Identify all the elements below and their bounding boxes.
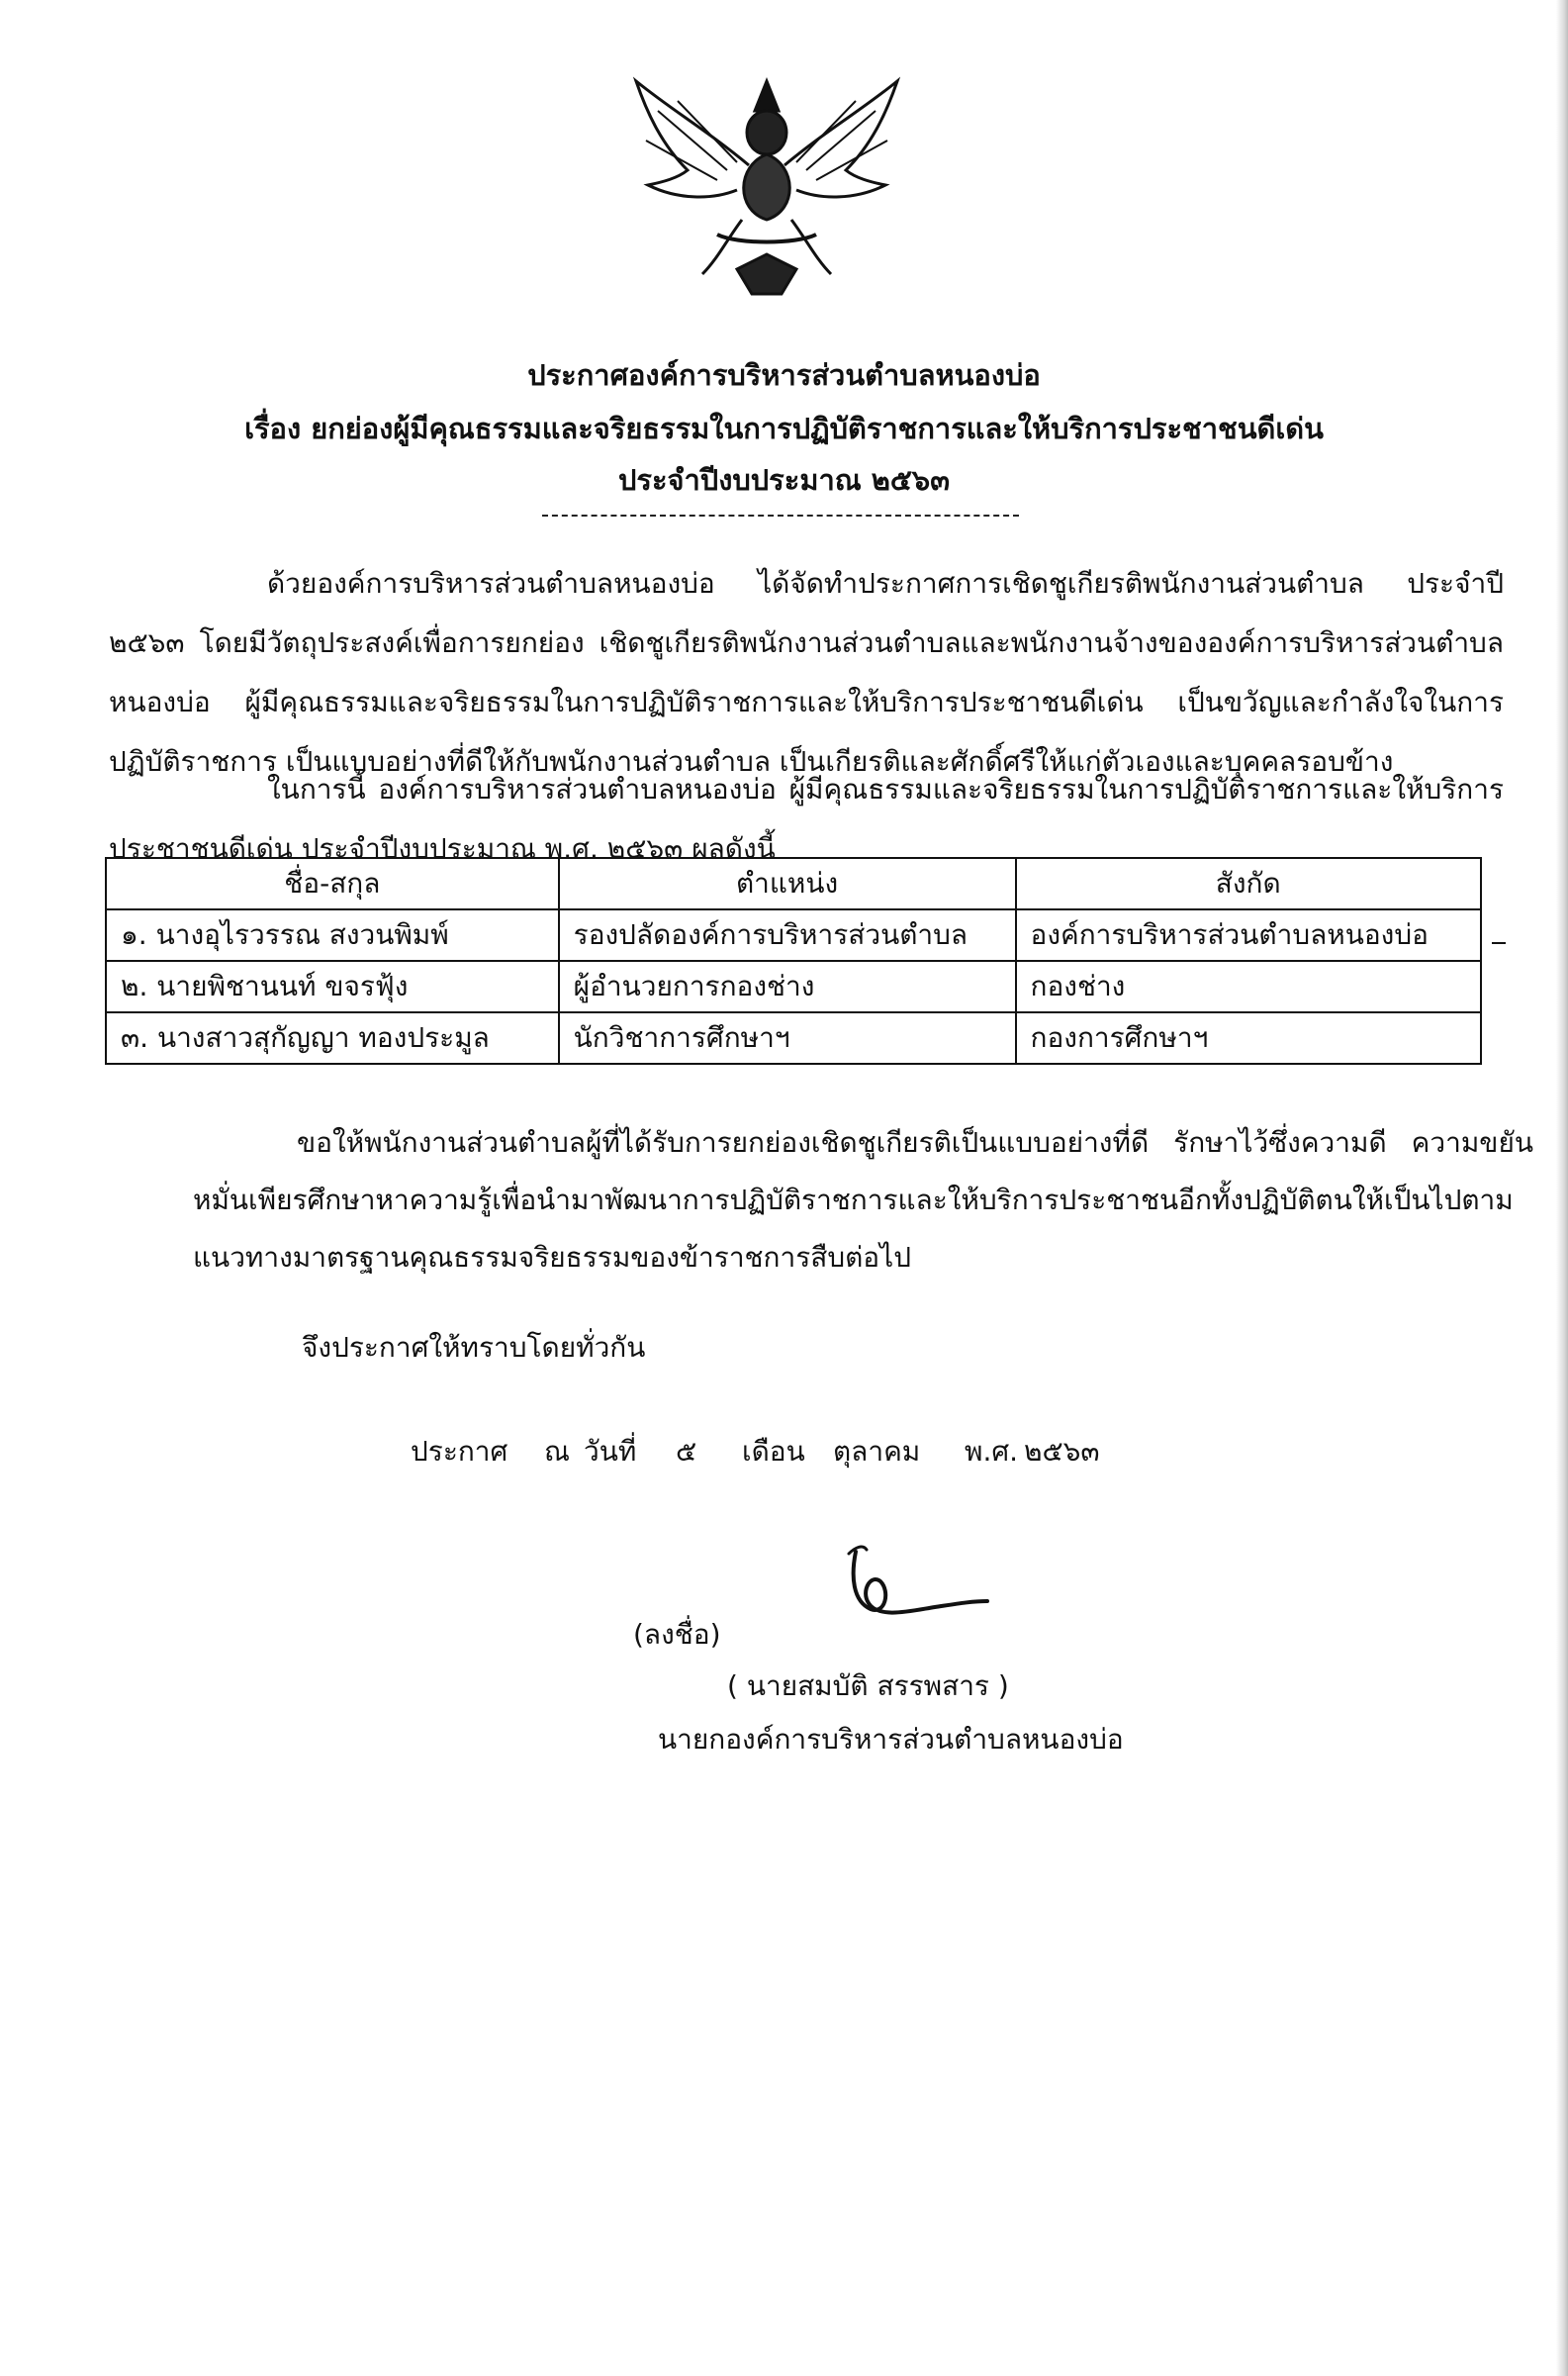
date-month-label: เดือน bbox=[742, 1435, 805, 1468]
cell-name: ๒. นายพิชานนท์ ขจรฟุ้ง bbox=[106, 961, 559, 1012]
cell-position: รองปลัดองค์การบริหารส่วนตำบล bbox=[559, 909, 1016, 961]
fiscal-year-line: ประจำปีงบประมาณ ๒๕๖๓ bbox=[617, 463, 951, 497]
scan-edge-shadow bbox=[1556, 0, 1568, 2376]
header-position: ตำแหน่ง bbox=[559, 858, 1016, 909]
cell-name: ๑. นางอุไรวรรณ สงวนพิมพ์ bbox=[106, 909, 559, 961]
table-row bbox=[106, 909, 1481, 961]
closing-paragraph: ขอให้พนักงานส่วนตำบลผู้ที่ได้รับการยกย่องเชิดชูเกียรติเป็นแบบอย่างที่ดี รักษาไว้ซึ่งความดี ความขยันหมั่นเพียรศึกษาหาความรู้เพื่อนำมาพัฒนาการปฏิบัติราชการและให้บริการประชาชนอีกทั้งปฏิบัติตนให้เป็นไปตามแนวทางมาตรฐานคุณธรรมจริยธรรมของข้าราชการสืบต่อไป bbox=[193, 1126, 1533, 1274]
notice-line: จึงประกาศให้ทราบโดยทั่วกัน bbox=[302, 1331, 646, 1364]
header-name: ชื่อ-สกุล bbox=[106, 858, 559, 909]
signer-name: ( นายสมบัติ สรรพสาร ) bbox=[727, 1669, 1009, 1702]
date-day: ๕ bbox=[676, 1435, 697, 1468]
handwritten-signature bbox=[811, 1532, 989, 1636]
honoree-table bbox=[105, 857, 1482, 1065]
table-row bbox=[106, 1012, 1481, 1064]
table-header-row bbox=[106, 858, 1481, 909]
intro-paragraph: ด้วยองค์การบริหารส่วนตำบลหนองบ่อ ได้จัดทำประกาศการเชิดชูเกียรติพนักงานส่วนตำบล ประจำปี ๒๕๖๓ โดยมีวัตถุประสงค์เพื่อการยกย่อง เชิดชูเกียรติพนักงานส่วนตำบลและพนักงานจ้างขององค์การบริหารส่วนตำบลหนองบ่อ ผู้มีคุณธรรมและจริยธรรมในการปฏิบัติราชการและให้บริการประชาชนดีเด่น เป็นขวัญและกำลังใจในการปฏิบัติราชการ เป็นแบบอย่างที่ดีให้กับพนักงานส่วนตำบล เป็นเกียรติและศักดิ์ศรีให้แก่ตัวเองและบุคคลรอบข้าง bbox=[109, 567, 1504, 778]
table-row bbox=[106, 961, 1481, 1012]
date-day-label: วันที่ bbox=[584, 1435, 637, 1468]
announcement-title: ประกาศองค์การบริหารส่วนตำบลหนองบ่อ bbox=[527, 358, 1041, 392]
date-month: ตุลาคม bbox=[833, 1435, 921, 1468]
date-prefix: ประกาศ bbox=[411, 1435, 508, 1468]
cell-name: ๓. นางสาวสุกัญญา ทองประมูล bbox=[106, 1012, 559, 1064]
date-year: ๒๕๖๓ bbox=[1024, 1435, 1100, 1468]
cell-affiliation: กองการศึกษาฯ bbox=[1016, 1012, 1482, 1064]
date-year-label: พ.ศ. bbox=[965, 1435, 1019, 1468]
margin-mark bbox=[1492, 942, 1506, 944]
date-at: ณ bbox=[544, 1435, 570, 1468]
header-affiliation: สังกัด bbox=[1016, 858, 1482, 909]
cell-position: ผู้อำนวยการกองช่าง bbox=[559, 961, 1016, 1012]
results-intro-paragraph: ในการนี้ องค์การบริหารส่วนตำบลหนองบ่อ ผู้มีคุณธรรมและจริยธรรมในการปฏิบัติราชการและให้บริการประชาชนดีเด่น ประจำปีงบประมาณ พ.ศ. ๒๕๖๓ ผลดังนี้ bbox=[109, 773, 1504, 865]
signature-label: (ลงชื่อ) bbox=[633, 1618, 721, 1651]
cell-position: นักวิชาการศึกษาฯ bbox=[559, 1012, 1016, 1064]
cell-affiliation: องค์การบริหารส่วนตำบลหนองบ่อ bbox=[1016, 909, 1482, 961]
announcement-subject: เรื่อง ยกย่องผู้มีคุณธรรมและจริยธรรมในการปฏิบัติราชการและให้บริการประชาชนดีเด่น bbox=[244, 412, 1324, 445]
dashed-divider bbox=[542, 515, 1019, 517]
cell-affiliation: กองช่าง bbox=[1016, 961, 1482, 1012]
garuda-emblem-icon bbox=[618, 71, 915, 299]
signer-position: นายกองค์การบริหารส่วนตำบลหนองบ่อ bbox=[658, 1723, 1124, 1756]
